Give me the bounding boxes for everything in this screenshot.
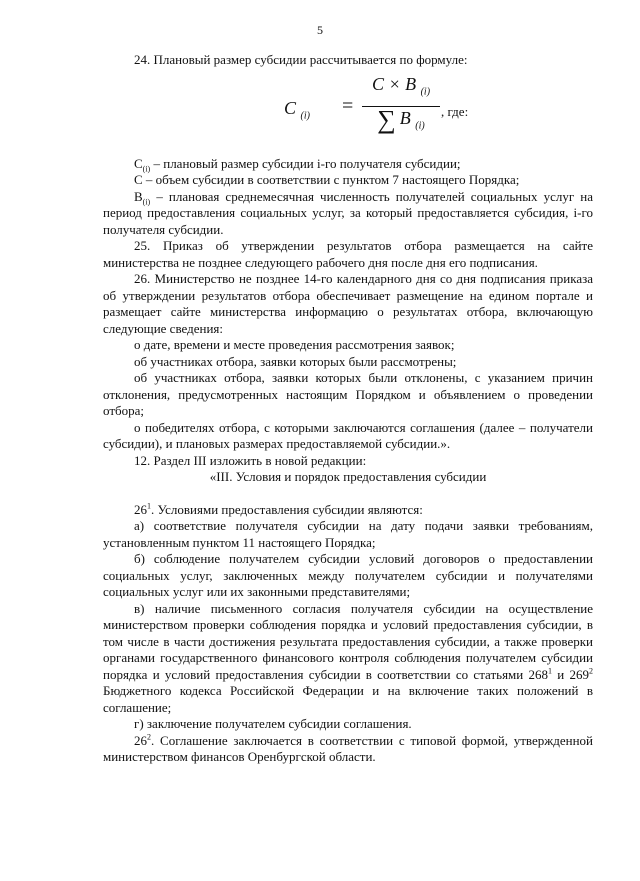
paragraph-25: 25. Приказ об утверждении результатов отбора размещается на сайте министерства не позднее следующего рабочего дня после дня его подписания. [103, 238, 593, 270]
page-number: 5 [317, 23, 323, 37]
condition-a: а) соответствие получателя субсидии на дату подачи заявки требованиям, установленным пунктом 11 настоящего Порядка; [103, 518, 593, 550]
definition-b-i: $В_{(i)}$ – плановая среднемесячная численность получателей социальных услуг на период предоставления социальных услуг, за который предоставляется субсидия, i-го получателя субсидии. [103, 188, 593, 237]
subsidy-formula [103, 72, 593, 152]
condition-b: б) соблюдение получателем субсидии условий договоров о предоставлении социальных услуг, заключенных между получателем субсидии и получателями социальных услуг или их законными представителями; [103, 551, 593, 599]
section-title: «III. Условия и порядок предоставления субсидии [209, 469, 487, 484]
fraction-bar [362, 106, 440, 107]
formula-equals: = [342, 94, 354, 117]
paragraph-24: 24. Плановый размер субсидии рассчитывается по формуле: [134, 52, 468, 67]
definition-c: С – объем субсидии в соответствии с пунктом 7 настоящего Порядка; [134, 172, 520, 187]
formula-denominator: ∑ B $_{(i)}$ [377, 104, 425, 134]
paragraph-26-2: $26^2$. Соглашение заключается в соответствии с типовой формой, утвержденной министерством финансов Оренбургской области. [103, 732, 593, 764]
list-item: об участниках отбора, заявки которых были отклонены, с указанием причин отклонения, предусмотренных настоящим Порядком и объявлением о проведении отбора; [103, 370, 593, 418]
document-body [103, 52, 593, 766]
list-item: о дате, времени и месте проведения рассмотрения заявок; [134, 337, 455, 352]
condition-v: в) наличие письменного согласия получателя субсидии на осуществление министерством проверки соблюдения порядка и условий предоставления субсидии, в том числе в части достижения результата предоставления субсидии, а также проверки органами государственного финансового контроля соблюдения получателем субсидии порядка и условий предоставления субсидии в соответствии со статьями $268^1$ и $269^2$ Бюджетного кодекса Российской Федерации и на включение таких положений в соглашение; [103, 600, 593, 715]
formula-lhs: C $_{(i)}$ [284, 97, 310, 122]
paragraph-26: 26. Министерство не позднее 14-го календарного дня со дня подписания приказа об утверждении результатов отбора обеспечивает размещение на едином портале и размещает сайте министерства информацию о результатах отбора, включающую следующие сведения: [103, 271, 593, 336]
definition-c-i: $С_{(i)}$ – плановый размер субсидии i-го получателя субсидии; [134, 155, 461, 174]
formula-numerator: C × B $_{(i)}$ [371, 73, 431, 98]
list-item: об участниках отбора, заявки которых были рассмотрены; [134, 353, 457, 369]
formula-tail: , где: [441, 103, 469, 119]
formula-fraction [362, 73, 440, 148]
paragraph-26-1: $26^1$. Условиями предоставления субсидии являются: [134, 501, 423, 517]
condition-g: г) заключение получателем субсидии соглашения. [134, 716, 412, 731]
list-item: о победителях отбора, с которыми заключаются соглашения (далее – получатели субсидии), и плановых размерах предоставляемой субсидии.». [103, 419, 593, 451]
paragraph-12: 12. Раздел III изложить в новой редакции: [134, 452, 367, 468]
